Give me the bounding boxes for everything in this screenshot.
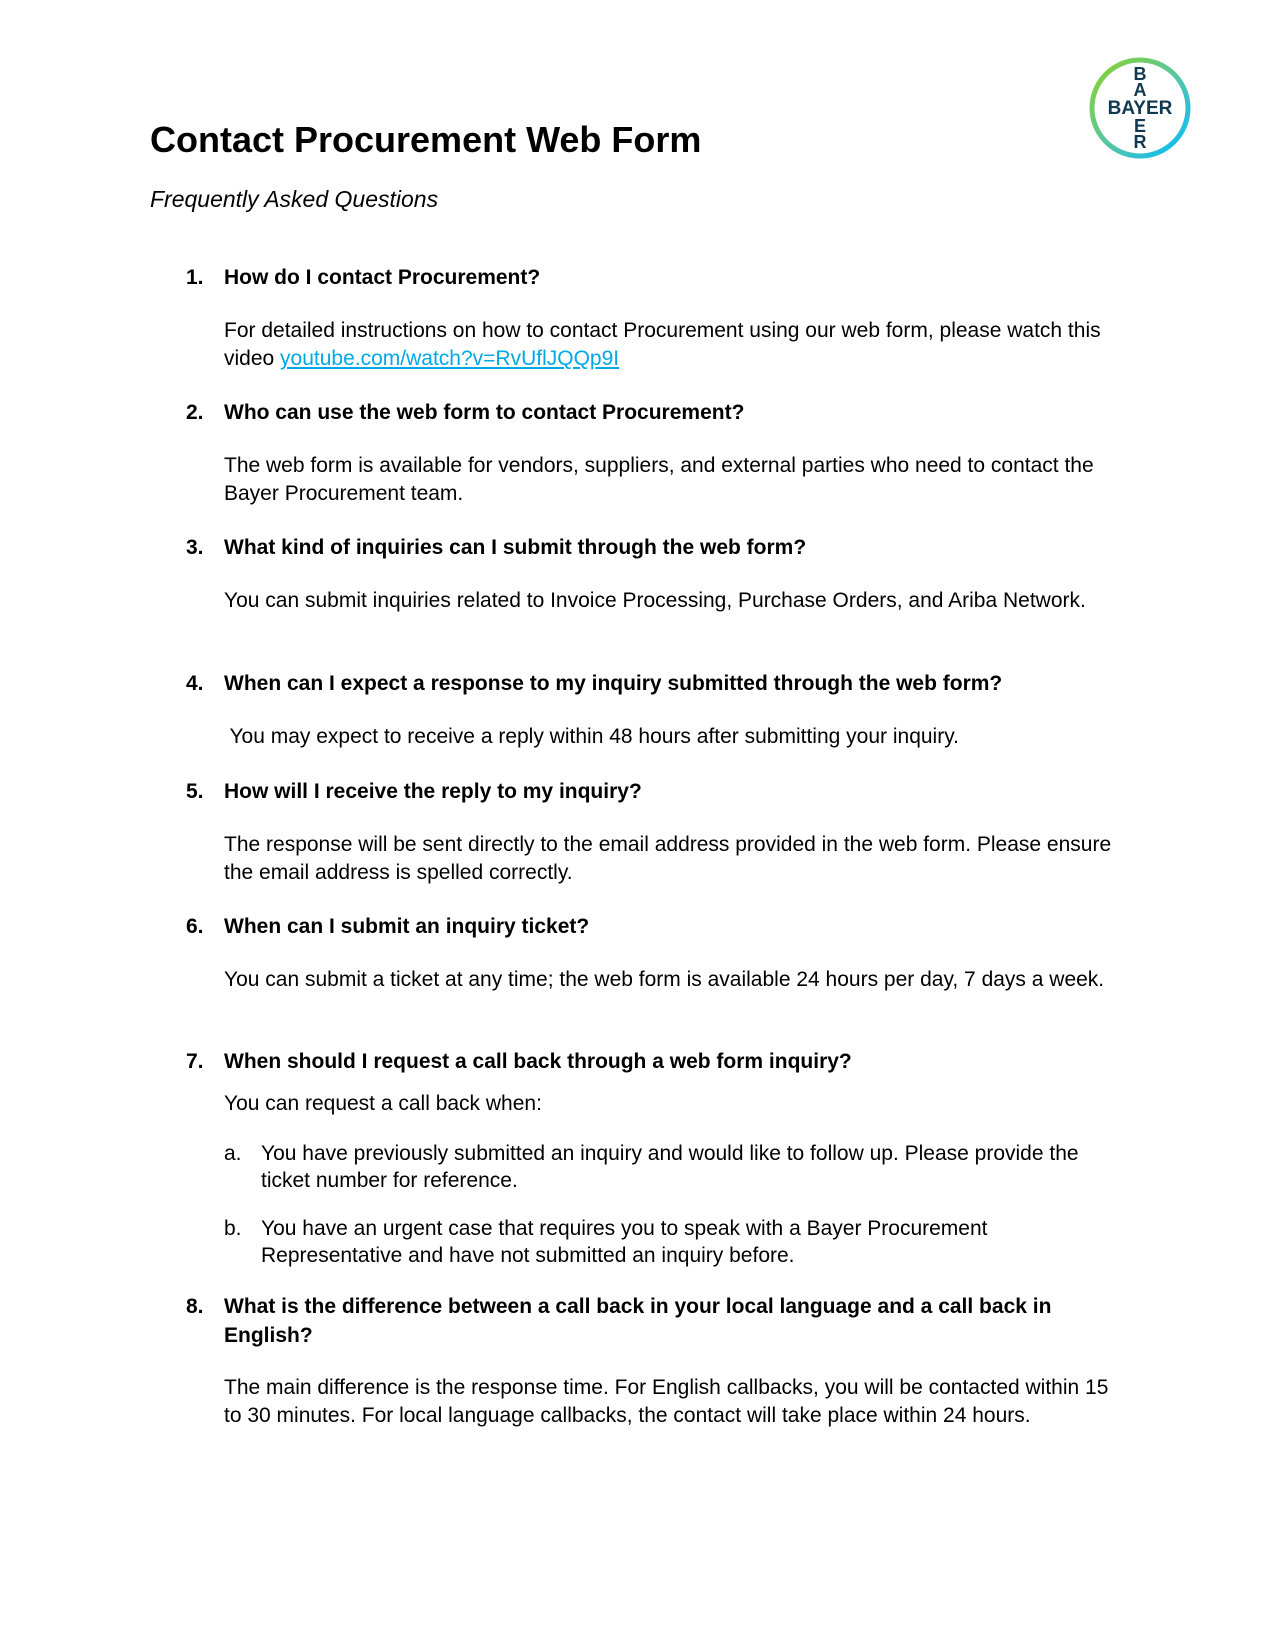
bayer-cross-logo [1088,56,1192,160]
faq-question: How do I contact Procurement? [224,266,541,289]
subitem-letter: a. [224,1142,242,1165]
faq-answer: You may expect to receive a reply within 48 hours after submitting your inquiry. [224,725,959,748]
faq-item-6 [186,912,1126,994]
logo-letter-b: B [1133,64,1147,84]
faq-number: 7. [186,1050,204,1073]
faq-question-row [186,777,1126,806]
faq-item-3 [186,533,1126,615]
faq-question-row [186,263,1126,292]
faq-answer: The response will be sent directly to the email address provided in the web form. Please ensure the email address is spelled correctly. [224,833,1112,884]
page-title: Contact Procurement Web Form [150,119,702,160]
logo-letter-e: E [1133,116,1147,136]
faq-number: 6. [186,915,204,938]
faq-answer: The main difference is the response time. For English callbacks, you will be contacted within 15 to 30 minutes. For local language callbacks, the contact will take place within 24 hours. [224,1376,1109,1427]
faq-number: 2. [186,401,204,424]
faq-item-1 [186,263,1126,373]
faq-question: How will I receive the reply to my inquiry? [224,780,642,803]
faq-item-7 [186,1047,1126,1269]
faq-answer-text: For detailed instructions on how to contact Procurement using our web form, please watch this video [224,319,1101,370]
faq-answer: You can request a call back when: [224,1092,542,1115]
faq-item-4 [186,669,1126,751]
faq-subitem-b [224,1215,1126,1269]
faq-question: Who can use the web form to contact Procurement? [224,401,745,424]
faq-subitem-a [224,1140,1126,1194]
faq-question: What kind of inquiries can I submit through the web form? [224,536,807,559]
subitem-letter: b. [224,1217,242,1240]
faq-question: What is the difference between a call back in your local language and a call back in English? [224,1295,1052,1347]
faq-number: 3. [186,536,204,559]
faq-item-5 [186,777,1126,887]
faq-question: When should I request a call back through a web form inquiry? [224,1050,852,1073]
logo-letter-a: A [1133,80,1147,100]
youtube-video-link[interactable]: youtube.com/watch?v=RvUflJQQp9I [280,347,620,370]
faq-question-row [186,1292,1126,1350]
faq-number: 5. [186,780,204,803]
faq-number: 1. [186,266,204,289]
faq-question-row [186,669,1126,698]
faq-answer: You can submit inquiries related to Invoice Processing, Purchase Orders, and Ariba Network. [224,589,1086,612]
faq-question-row [186,912,1126,941]
faq-question: When can I expect a response to my inquiry submitted through the web form? [224,672,1003,695]
faq-question-row [186,1047,1126,1076]
subitem-text: You have an urgent case that requires you to speak with a Bayer Procurement Representative and have not submitted an inquiry before. [261,1217,988,1267]
page-subtitle: Frequently Asked Questions [150,186,439,212]
faq-number: 4. [186,672,204,695]
subitem-text: You have previously submitted an inquiry and would like to follow up. Please provide the ticket number for reference. [261,1142,1079,1192]
logo-letter-r: R [1133,132,1147,152]
faq-answer: You can submit a ticket at any time; the web form is available 24 hours per day, 7 days a week. [224,968,1105,991]
faq-answer [224,317,1126,373]
logo-word-horizontal: BAYER [1107,98,1173,119]
faq-question: When can I submit an inquiry ticket? [224,915,590,938]
faq-number: 8. [186,1295,204,1318]
faq-item-8 [186,1292,1126,1430]
faq-question-row [186,533,1126,562]
faq-question-row [186,398,1126,427]
faq-item-2 [186,398,1126,508]
faq-answer: The web form is available for vendors, suppliers, and external parties who need to contact the Bayer Procurement team. [224,454,1094,505]
